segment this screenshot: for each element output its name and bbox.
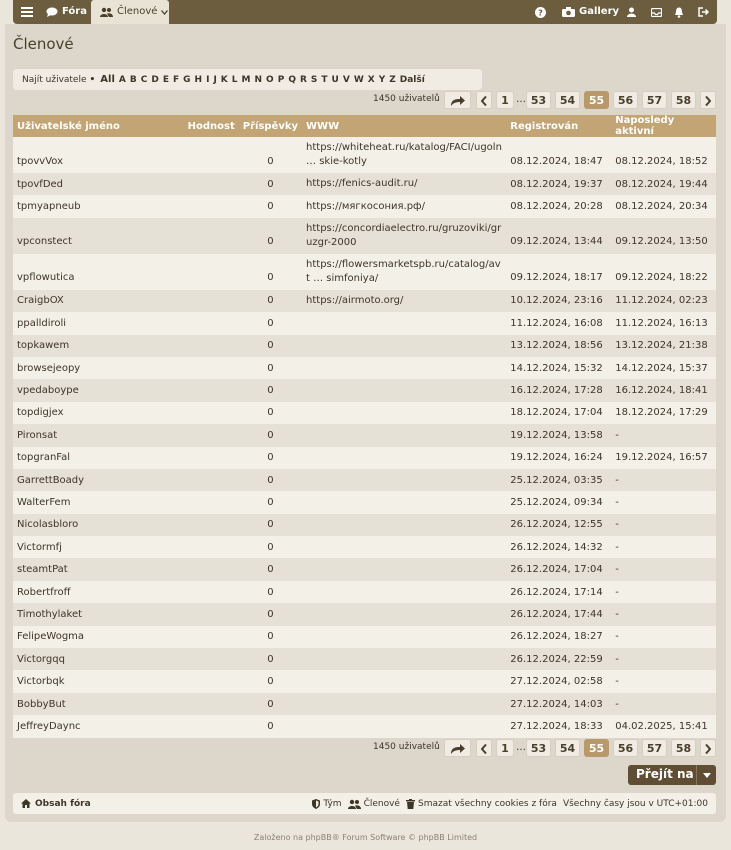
member-username-link[interactable]: vpconstect (17, 236, 72, 248)
alpha-letters (117, 75, 398, 85)
page-link[interactable]: 1 (496, 739, 514, 757)
member-posts-count[interactable]: 0 (267, 201, 274, 213)
user-profile-button[interactable] (627, 0, 636, 24)
table-row (13, 581, 716, 603)
member-username-link[interactable]: vpedaboype (17, 385, 79, 397)
member-last-active: - (615, 429, 619, 441)
alpha-letter-link[interactable]: K (220, 74, 228, 85)
footer-team-label: Tým (323, 798, 342, 809)
member-registered-date: 16.12.2024, 17:28 (510, 385, 603, 397)
page-link[interactable]: 53 (526, 739, 551, 757)
member-last-active: - (615, 496, 619, 508)
copyright-line: Založeno na phpBB® Forum Software © phpBB Limited (253, 833, 478, 842)
alpha-letter-link[interactable]: R (299, 74, 307, 85)
member-last-active: 08.12.2024, 20:34 (615, 201, 708, 213)
member-username-link[interactable]: tpovvVox (17, 155, 64, 167)
member-username-link[interactable]: tpmyapneub (17, 201, 81, 213)
nav-gallery-link[interactable] (562, 0, 619, 24)
member-website-link (302, 536, 506, 558)
member-website-link[interactable]: https://airmoto.org/ (306, 294, 404, 306)
member-website-link (302, 558, 506, 580)
member-last-active: - (615, 586, 619, 598)
member-rank (184, 137, 239, 173)
alpha-letter-link[interactable]: U (331, 74, 339, 85)
member-username-link[interactable]: Victorbqk (17, 676, 65, 688)
members-table (13, 115, 716, 738)
member-posts-count[interactable]: 0 (267, 407, 274, 419)
member-rank (184, 218, 239, 254)
table-row (13, 379, 716, 401)
member-last-active: - (615, 564, 619, 576)
alpha-letter-link[interactable]: O (266, 74, 274, 85)
table-row (13, 447, 716, 469)
member-rank (184, 173, 239, 195)
member-last-active: - (615, 653, 619, 665)
alpha-letter-link[interactable]: Z (389, 74, 396, 85)
member-username-link[interactable]: steamtPat (17, 564, 68, 576)
table-row (13, 357, 716, 379)
alpha-letter-link[interactable]: H (194, 74, 203, 85)
member-registered-date: 14.12.2024, 15:32 (510, 362, 603, 374)
member-website-link (302, 581, 506, 603)
member-posts-count[interactable]: 0 (267, 541, 274, 553)
question-icon (535, 7, 546, 18)
page-link[interactable]: 58 (671, 739, 696, 757)
current-page: 55 (584, 91, 609, 109)
member-website-link (302, 469, 506, 491)
alpha-all-link[interactable]: All (100, 74, 115, 85)
speech-bubble-icon (46, 7, 58, 17)
member-last-active: - (615, 631, 619, 643)
nav-forums-link[interactable] (46, 0, 87, 24)
member-website-link (302, 648, 506, 670)
chevron-right-icon (705, 96, 711, 106)
table-row (13, 626, 716, 648)
share-arrow-icon (451, 744, 465, 754)
table-row (13, 173, 716, 195)
footer-navbar (13, 793, 716, 814)
member-posts-count[interactable]: 0 (267, 385, 274, 397)
table-row (13, 218, 716, 254)
member-username-link[interactable]: ppalldiroli (17, 317, 67, 329)
nav-gallery-label: Gallery (579, 6, 620, 17)
alpha-letter-link[interactable]: X (367, 74, 375, 85)
header-last-active[interactable]: Naposledy aktivní (615, 115, 675, 137)
member-posts-count[interactable]: 0 (267, 340, 274, 352)
top-navbar (13, 0, 717, 24)
member-last-active: - (615, 608, 619, 620)
user-icon (627, 7, 636, 17)
table-row (13, 402, 716, 424)
member-last-active: 11.12.2024, 02:23 (615, 295, 708, 307)
chevron-down-icon (161, 10, 168, 15)
member-rank (184, 379, 239, 401)
table-row (13, 424, 716, 446)
alpha-letter-link[interactable]: S (310, 74, 318, 85)
messages-button[interactable] (651, 0, 662, 24)
alpha-letter-link[interactable]: E (162, 74, 169, 85)
member-rank (184, 693, 239, 715)
member-username-link[interactable]: Timothylaket (17, 608, 83, 620)
member-username-link[interactable]: JeffreyDaync (17, 720, 81, 732)
current-page: 55 (584, 739, 609, 757)
trash-icon (406, 799, 415, 809)
shield-icon (312, 799, 320, 809)
member-rank (184, 335, 239, 357)
member-last-active: - (615, 698, 619, 710)
table-row (13, 312, 716, 334)
nav-forums-label: Fóra (62, 6, 87, 17)
member-website-link[interactable]: https://concordiaelectro.ru/gruzoviki/gruzgr-2000 (306, 222, 502, 248)
member-website-link (302, 335, 506, 357)
member-posts-count[interactable]: 0 (267, 608, 274, 620)
alpha-letter-link[interactable]: W (353, 74, 364, 85)
table-row (13, 603, 716, 625)
jump-to-button[interactable] (628, 765, 716, 785)
member-last-active: 16.12.2024, 18:41 (615, 385, 708, 397)
member-rank (184, 648, 239, 670)
jump-to-page-button[interactable] (444, 91, 471, 109)
alpha-letter-link[interactable]: T (321, 74, 328, 85)
member-registered-date: 08.12.2024, 18:47 (510, 155, 603, 167)
member-registered-date: 19.12.2024, 13:58 (510, 429, 603, 441)
svg-text:?: ? (538, 8, 543, 17)
member-website-link (302, 357, 506, 379)
footer-home-link[interactable] (21, 799, 91, 809)
alpha-letter-link[interactable]: J (213, 74, 217, 85)
member-website-link (302, 312, 506, 334)
member-registered-date: 26.12.2024, 17:04 (510, 564, 603, 576)
member-website-link (302, 379, 506, 401)
member-registered-date: 09.12.2024, 18:17 (510, 272, 603, 284)
logout-icon (698, 7, 709, 17)
member-rank (184, 447, 239, 469)
member-registered-date: 26.12.2024, 14:32 (510, 541, 603, 553)
footer-delete-cookies-label: Smazat všechny cookies z fóra (417, 798, 557, 809)
member-username-link[interactable]: topkawem (17, 340, 70, 352)
member-posts-count[interactable]: 0 (267, 698, 274, 710)
member-registered-date: 26.12.2024, 17:14 (510, 586, 603, 598)
alphabet-filter (13, 69, 482, 90)
table-row (13, 715, 716, 737)
member-website-link (302, 491, 506, 513)
chevron-left-icon (481, 96, 487, 106)
member-website-link (302, 603, 506, 625)
hamburger-menu-button[interactable] (21, 0, 33, 24)
footer-members-label: Členové (363, 798, 400, 809)
footer-team-link[interactable] (312, 799, 341, 809)
member-rank (184, 290, 239, 312)
member-posts-count[interactable]: 0 (267, 295, 274, 307)
member-registered-date: 13.12.2024, 18:56 (510, 340, 603, 352)
member-username-link[interactable]: browsejeopy (17, 362, 81, 374)
member-website-link (302, 626, 506, 648)
table-row (13, 254, 716, 290)
page-link[interactable]: 54 (555, 739, 580, 757)
member-rank (184, 603, 239, 625)
chevron-right-icon (705, 744, 711, 754)
member-rank (184, 491, 239, 513)
member-registered-date: 08.12.2024, 20:28 (510, 201, 603, 213)
alpha-letter-link[interactable]: C (140, 74, 148, 85)
member-posts-count[interactable]: 0 (267, 236, 274, 248)
member-website-link[interactable]: https://flowersmarketspb.ru/catalog/avt … simfoniya/ (306, 258, 501, 284)
footer-home-label: Obsah fóra (35, 798, 91, 809)
member-registered-date: 26.12.2024, 12:55 (510, 519, 603, 531)
header-username[interactable]: Uživatelské jméno (17, 120, 120, 132)
member-website-link (302, 447, 506, 469)
member-registered-date: 27.12.2024, 18:33 (510, 720, 603, 732)
page-link[interactable]: 54 (555, 91, 580, 109)
member-last-active: 11.12.2024, 16:13 (615, 317, 708, 329)
member-last-active: - (615, 676, 619, 688)
alpha-letter-link[interactable]: P (277, 74, 285, 85)
member-username-link[interactable]: WalterFem (17, 496, 71, 508)
member-username-link[interactable]: BobbyBut (17, 698, 66, 710)
member-website-link (302, 715, 506, 737)
alpha-letter-link[interactable]: Y (378, 74, 386, 85)
pagination-bottom (370, 739, 716, 757)
footer-delete-cookies-link[interactable] (406, 799, 557, 809)
member-last-active: - (615, 474, 619, 486)
member-website-link (302, 693, 506, 715)
member-username-link[interactable]: tpovfDed (17, 178, 64, 190)
member-posts-count[interactable]: 0 (267, 362, 274, 374)
member-posts-count[interactable]: 0 (267, 452, 274, 464)
users-icon (348, 799, 361, 809)
members-count-text: 1450 uživatelů (373, 742, 440, 752)
previous-page-button[interactable] (476, 91, 492, 109)
member-rank (184, 626, 239, 648)
member-rank (184, 312, 239, 334)
member-rank (184, 536, 239, 558)
table-row (13, 290, 716, 312)
alpha-letter-link[interactable]: N (254, 74, 263, 85)
alpha-letter-link[interactable]: V (342, 74, 350, 85)
alpha-letter-link[interactable]: G (183, 74, 191, 85)
member-last-active: 19.12.2024, 16:57 (615, 452, 708, 464)
table-row (13, 469, 716, 491)
member-rank (184, 254, 239, 290)
jump-to-label: Přejít na (636, 767, 694, 781)
member-username-link[interactable]: FelipeWogma (17, 631, 85, 643)
member-website-link (302, 670, 506, 692)
table-row (13, 491, 716, 513)
nav-members-label: Členové (117, 6, 158, 17)
member-last-active: 08.12.2024, 19:44 (615, 178, 708, 190)
chevron-left-icon (481, 744, 487, 754)
nav-members-tab[interactable] (91, 0, 169, 24)
member-website-link[interactable]: https://whiteheat.ru/katalog/FACI/ugoln … skie-kotly (306, 142, 502, 167)
page-link[interactable]: 56 (613, 739, 638, 757)
alpha-letter-link[interactable]: M (241, 74, 251, 85)
member-rank (184, 424, 239, 446)
table-row (13, 648, 716, 670)
member-posts-count[interactable]: 0 (267, 653, 274, 665)
logout-button[interactable] (698, 0, 709, 24)
share-arrow-icon (451, 96, 465, 106)
member-username-link[interactable]: CraigbOX (17, 295, 64, 307)
member-rank (184, 670, 239, 692)
member-rank (184, 402, 239, 424)
header-registered[interactable]: Registrován (510, 120, 579, 132)
alpha-letter-link[interactable]: D (151, 74, 159, 85)
next-page-button[interactable] (700, 91, 716, 109)
table-row (13, 195, 716, 217)
member-registered-date: 09.12.2024, 13:44 (510, 236, 603, 248)
page-link[interactable]: 57 (642, 739, 667, 757)
member-posts-count[interactable]: 0 (267, 429, 274, 441)
member-last-active: 18.12.2024, 17:29 (615, 407, 708, 419)
header-rank[interactable]: Hodnost (187, 120, 235, 132)
page-link[interactable]: 56 (613, 91, 638, 109)
member-username-link[interactable]: Victormfj (17, 541, 62, 553)
table-row (13, 536, 716, 558)
footer-timezone-text: Všechny časy jsou v UTC+01:00 (562, 798, 708, 809)
member-registered-date: 25.12.2024, 09:34 (510, 496, 603, 508)
page-link[interactable]: 53 (526, 91, 551, 109)
member-registered-date: 27.12.2024, 14:03 (510, 698, 603, 710)
member-username-link[interactable]: Pironsat (17, 429, 58, 441)
members-count-text: 1450 uživatelů (373, 94, 440, 104)
page-link[interactable]: 58 (671, 91, 696, 109)
table-row (13, 514, 716, 536)
header-www[interactable]: WWW (306, 120, 340, 132)
member-username-link[interactable]: topdigjex (17, 407, 64, 419)
alpha-letter-link[interactable]: F (172, 74, 180, 85)
camera-icon (562, 7, 575, 17)
member-last-active: - (615, 541, 619, 553)
page-title: Členové (13, 35, 74, 53)
member-registered-date: 26.12.2024, 17:44 (510, 608, 603, 620)
member-posts-count[interactable]: 0 (267, 474, 274, 486)
member-rank (184, 715, 239, 737)
pagination-top (370, 91, 716, 109)
alpha-letter-link[interactable]: I (206, 74, 210, 85)
member-last-active: 04.02.2025, 15:41 (615, 720, 708, 732)
table-row (13, 335, 716, 357)
pagination-ellipsis: … (516, 742, 526, 753)
member-registered-date: 25.12.2024, 03:35 (510, 474, 603, 486)
next-page-button[interactable] (700, 739, 716, 757)
member-website-link (302, 424, 506, 446)
alpha-letter-link[interactable]: B (129, 74, 137, 85)
member-registered-date: 18.12.2024, 17:04 (510, 407, 603, 419)
member-posts-count[interactable]: 0 (267, 496, 274, 508)
table-row (13, 693, 716, 715)
member-posts-count[interactable]: 0 (267, 564, 274, 576)
member-rank (184, 469, 239, 491)
member-rank (184, 195, 239, 217)
member-username-link[interactable]: vpflowutica (17, 272, 75, 284)
member-registered-date: 19.12.2024, 16:24 (510, 452, 603, 464)
member-rank (184, 581, 239, 603)
member-posts-count[interactable]: 0 (267, 720, 274, 732)
member-registered-date: 26.12.2024, 22:59 (510, 653, 603, 665)
member-posts-count[interactable]: 0 (267, 676, 274, 688)
member-posts-count[interactable]: 0 (267, 272, 274, 284)
table-header-row (13, 115, 716, 137)
table-row (13, 670, 716, 692)
member-posts-count[interactable]: 0 (267, 586, 274, 598)
page-link[interactable]: 57 (642, 91, 667, 109)
member-posts-count[interactable]: 0 (267, 317, 274, 329)
member-posts-count[interactable]: 0 (267, 178, 274, 190)
previous-page-button[interactable] (476, 739, 492, 757)
member-website-link[interactable]: https://fenics-audit.ru/ (306, 178, 418, 190)
member-registered-date: 08.12.2024, 19:37 (510, 178, 603, 190)
inbox-icon (651, 8, 662, 17)
footer-right-links (312, 799, 708, 809)
member-username-link[interactable]: Victorgqq (17, 653, 65, 665)
member-username-link[interactable]: Robertfroff (17, 586, 71, 598)
header-posts[interactable]: Příspěvky (242, 120, 299, 132)
member-last-active: 14.12.2024, 15:37 (615, 362, 708, 374)
member-last-active: 09.12.2024, 13:50 (615, 236, 708, 248)
member-last-active: 13.12.2024, 21:38 (615, 340, 708, 352)
alpha-letter-link[interactable]: L (231, 74, 238, 85)
alpha-next-link[interactable]: Další (399, 74, 425, 85)
member-rank (184, 514, 239, 536)
table-row (13, 558, 716, 580)
member-website-link (302, 514, 506, 536)
member-website-link (302, 402, 506, 424)
menu-icon (21, 7, 33, 17)
member-registered-date: 11.12.2024, 16:08 (510, 317, 603, 329)
member-last-active: - (615, 519, 619, 531)
member-registered-date: 27.12.2024, 02:58 (510, 676, 603, 688)
alpha-letter-link[interactable]: A (118, 74, 126, 85)
member-posts-count[interactable]: 0 (267, 631, 274, 643)
home-icon (21, 799, 31, 808)
bell-icon (674, 7, 684, 18)
member-rank (184, 357, 239, 379)
member-website-link[interactable]: https://мягкосония.рф/ (306, 200, 425, 212)
pagination-ellipsis: … (516, 94, 526, 105)
bullet-separator: • (89, 74, 96, 85)
member-username-link[interactable]: GarrettBoady (17, 474, 85, 486)
help-button[interactable] (535, 0, 546, 24)
users-icon (100, 7, 113, 17)
member-registered-date: 26.12.2024, 18:27 (510, 631, 603, 643)
member-posts-count[interactable]: 0 (267, 155, 274, 167)
member-registered-date: 10.12.2024, 23:16 (510, 295, 603, 307)
member-posts-count[interactable]: 0 (267, 519, 274, 531)
member-last-active: 08.12.2024, 18:52 (615, 155, 708, 167)
alpha-letter-link[interactable]: Q (288, 74, 296, 85)
notifications-button[interactable] (674, 0, 684, 24)
find-user-link[interactable]: Najít uživatele (22, 74, 87, 85)
page-link[interactable]: 1 (496, 91, 514, 109)
table-row (13, 137, 716, 173)
footer-members-link[interactable] (348, 799, 400, 809)
caret-down-icon (696, 765, 716, 785)
member-last-active: 09.12.2024, 18:22 (615, 272, 708, 284)
member-username-link[interactable]: Nicolasbloro (17, 519, 79, 531)
member-rank (184, 558, 239, 580)
jump-to-page-button[interactable] (444, 739, 471, 757)
member-username-link[interactable]: topgranFal (17, 452, 71, 464)
